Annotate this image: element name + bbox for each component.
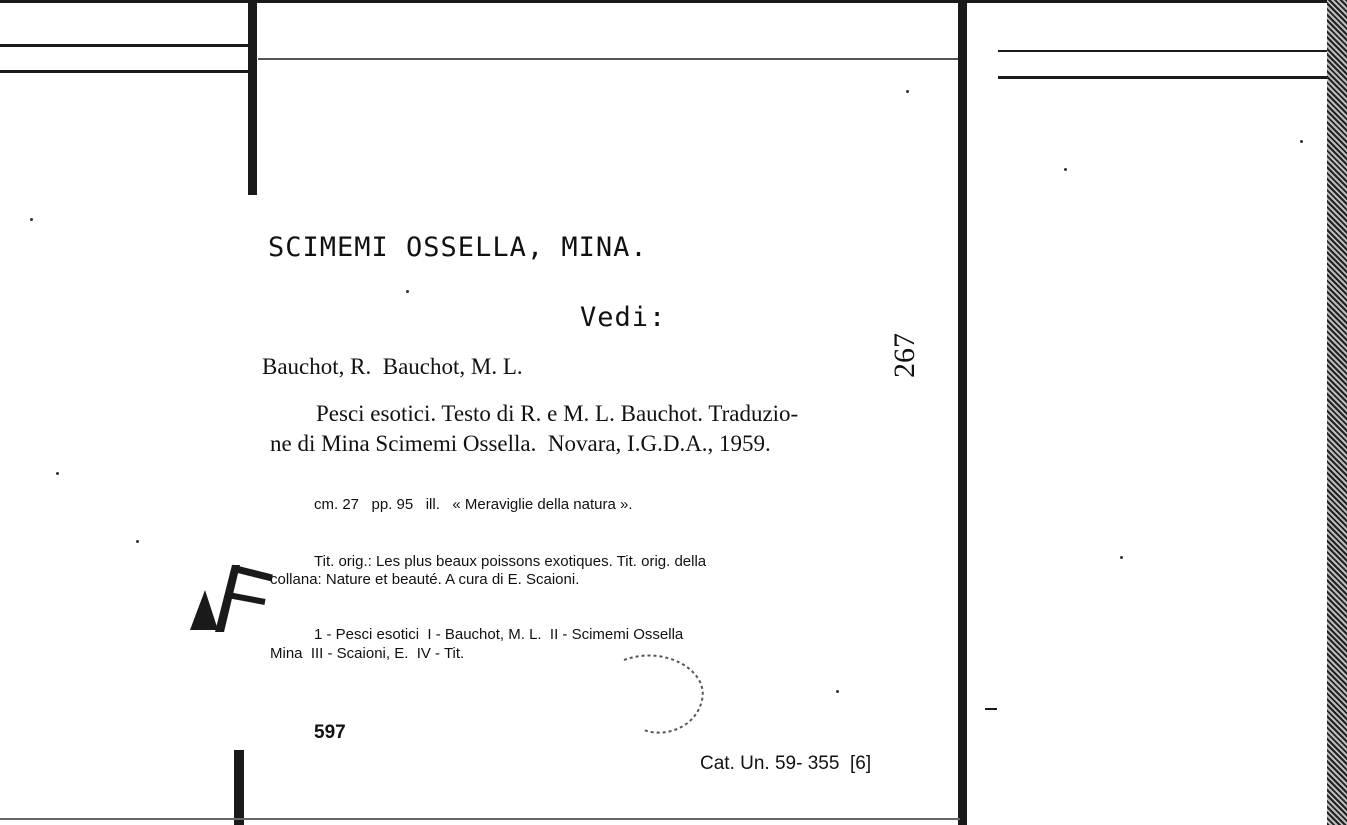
card-number: 267 bbox=[888, 333, 921, 378]
tracings-line-2: Mina III - Scaioni, E. IV - Tit. bbox=[270, 645, 465, 662]
left-card-edge-lower bbox=[234, 750, 244, 825]
see-label: Vedi: bbox=[580, 302, 667, 333]
margin-mark bbox=[985, 708, 997, 710]
description-line-2: ne di Mina Scimemi Ossella. Novara, I.G.D.A., 1959. bbox=[270, 431, 771, 456]
handwritten-mark bbox=[170, 550, 280, 640]
note-line-2: collana: Nature et beauté. A cura di E. Scaioni. bbox=[270, 571, 580, 588]
note-line-1: Tit. orig.: Les plus beaux poissons exotiques. Tit. orig. della bbox=[314, 553, 707, 570]
description-line-1: Pesci esotici. Testo di R. e M. L. Bauchot. Traduzio- bbox=[316, 401, 799, 426]
top-edge-rule bbox=[0, 0, 1330, 3]
main-card-top-rule bbox=[258, 58, 964, 60]
left-card-top-rule bbox=[0, 44, 250, 47]
authors-line: Bauchot, R. Bauchot, M. L. bbox=[262, 354, 523, 379]
physical-description: cm. 27 pp. 95 ill. « Meraviglie della natura ». bbox=[314, 496, 633, 513]
punch-hole bbox=[604, 650, 714, 740]
left-card-rule bbox=[0, 70, 250, 73]
card-heading: SCIMEMI OSSELLA, MINA. bbox=[268, 232, 648, 263]
right-card-top-rule bbox=[998, 50, 1328, 52]
right-card-rule bbox=[998, 76, 1328, 79]
bottom-edge-rule bbox=[0, 818, 960, 820]
class-number: 597 bbox=[314, 722, 346, 743]
hatched-margin bbox=[1327, 0, 1347, 825]
left-card-edge bbox=[248, 0, 257, 195]
tracings-line-1: 1 - Pesci esotici I - Bauchot, M. L. II - Scimemi Ossella bbox=[314, 626, 684, 643]
main-card-right-edge bbox=[958, 0, 967, 825]
catalog-reference: Cat. Un. 59- 355 [6] bbox=[700, 753, 872, 774]
